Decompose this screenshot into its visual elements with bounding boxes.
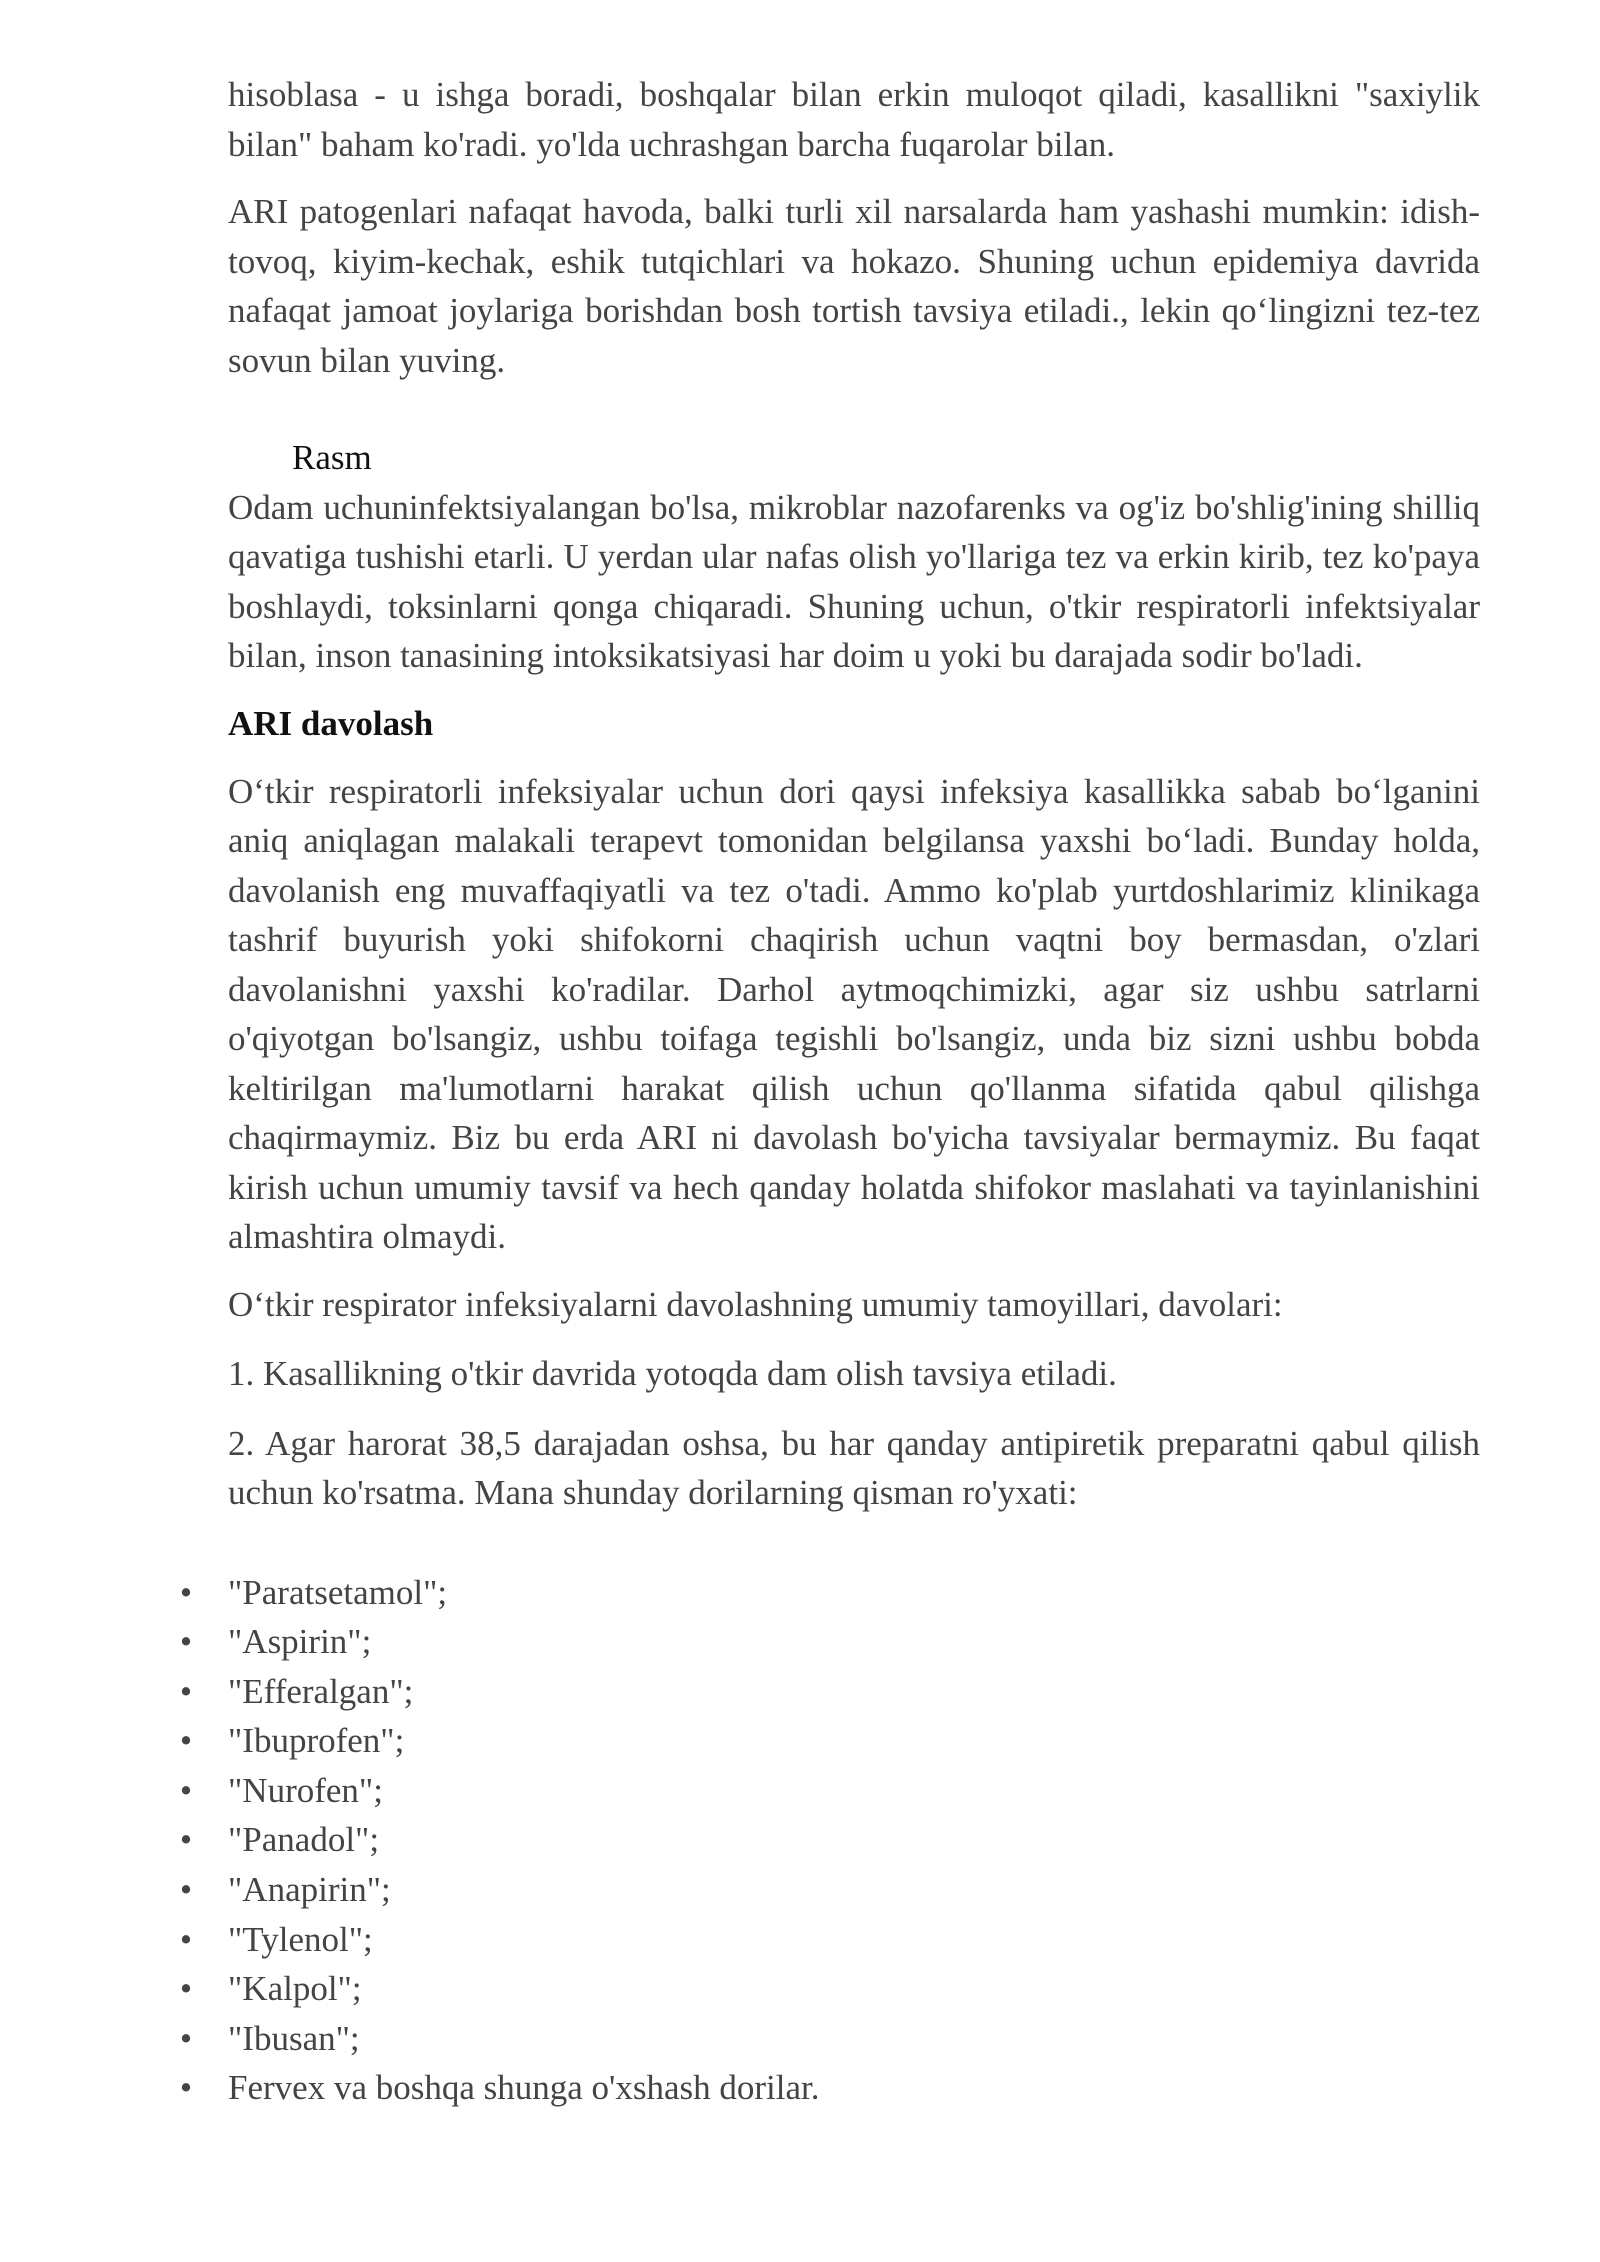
bullet-icon: •: [179, 1969, 193, 2009]
list-item: [179, 1865, 1480, 1915]
paragraph-pathogens: ARI patogenlari nafaqat havoda, balki turli xil narsalarda ham yashashi mumkin: idish-tovoq, kiyim-kechak, eshik tutqichlari va hokazo. Shuning uchun epidemiya davrida nafaqat jamoat joylariga borishdan bosh tortish tavsiya etiladi., lekin qo‘lingizni tez-tez sovun bilan yuving.: [228, 192, 1480, 380]
list-item: [179, 1815, 1480, 1865]
drug-name: "Ibusan";: [228, 2018, 360, 2058]
list-item: [179, 2014, 1480, 2064]
drug-name: Fervex va boshqa shunga o'xshash dorilar.: [228, 2068, 820, 2108]
list-item: [179, 1766, 1480, 1816]
figure-caption: Rasm: [292, 438, 372, 477]
bullet-icon: •: [179, 1671, 193, 1711]
drug-name: "Panadol";: [228, 1820, 380, 1860]
drug-name: "Efferalgan";: [228, 1671, 414, 1711]
paragraph-treatment: O‘tkir respiratorli infeksiyalar uchun dori qaysi infeksiya kasallikka sabab bo‘lganini aniq aniqlagan malakali terapevt tomonidan belgilansa yaxshi bo‘ladi. Bunday holda, davolanish eng muvaffaqiyatli va tez o'tadi. Ammo ko'plab yurtdoshlarimiz klinikaga tashrif buyurish yoki shifokorni chaqirish uchun vaqtni boy bermasdan, o'zlari davolanishni yaxshi ko'radilar. Darhol aytmoqchimizki, agar siz ushbu satrlarni o'qiyotgan bo'lsangiz, ushbu toifaga tegishli bo'lsangiz, unda biz sizni ushbu bobda keltirilgan ma'lumotlarni harakat qilish uchun qo'llanma sifatida qabul qilishga chaqirmaymiz. Biz bu erda ARI ni davolash bo'yicha tavsiyalar bermaymiz. Bu faqat kirish uchun umumiy tavsif va hech qanday holatda shifokor maslahati va tayinlanishini almashtira olmaydi.: [228, 771, 1480, 1256]
section-heading: ARI davolash: [228, 703, 434, 743]
bullet-icon: •: [179, 2018, 193, 2058]
paragraph-point-1: 1. Kasallikning o'tkir davrida yotoqda dam olish tavsiya etiladi.: [228, 1354, 1117, 1393]
list-item: [179, 1667, 1480, 1717]
list-item: [179, 1617, 1480, 1667]
drug-name: "Paratsetamol";: [228, 1572, 448, 1612]
drug-name: "Nurofen";: [228, 1770, 383, 1810]
list-item: [179, 1915, 1480, 1965]
bullet-icon: •: [179, 1572, 193, 1612]
drug-name: "Ibuprofen";: [228, 1721, 405, 1761]
bullet-icon: •: [179, 1870, 193, 1910]
bullet-icon: •: [179, 1721, 193, 1761]
drug-name: "Anapirin";: [228, 1870, 391, 1910]
list-item: [179, 1964, 1480, 2014]
bullet-icon: •: [179, 1770, 193, 1810]
document-page: [179, 70, 1480, 2113]
paragraph-point-2: 2. Agar harorat 38,5 darajadan oshsa, bu har qanday antipiretik preparatni qabul qilish uchun ko'rsatma. Mana shunday dorilarning qisman ro'yxati:: [228, 1423, 1480, 1512]
list-item: [179, 2063, 1480, 2113]
list-item: [179, 1716, 1480, 1766]
bullet-icon: •: [179, 1919, 193, 1959]
paragraph-intro: hisoblasa - u ishga boradi, boshqalar bilan erkin muloqot qiladi, kasallikni "saxiylik bilan" baham ko'radi. yo'lda uchrashgan barcha fuqarolar bilan.: [228, 75, 1480, 164]
drug-name: "Kalpol";: [228, 1969, 362, 2009]
list-item: [179, 1568, 1480, 1618]
paragraph-principles: O‘tkir respirator infeksiyalarni davolashning umumiy tamoyillari, davolari:: [228, 1284, 1283, 1324]
drug-name: "Aspirin";: [228, 1622, 372, 1662]
drug-name: "Tylenol";: [228, 1919, 373, 1959]
paragraph-infection: Odam uchuninfektsiyalangan bo'lsa, mikroblar nazofarenks va og'iz bo'shlig'ining shilliq qavatiga tushishi etarli. U yerdan ular nafas olish yo'llariga tez va erkin kirib, tez ko'paya boshlaydi, toksinlarni qonga chiqaradi. Shuning uchun, o'tkir respiratorli infektsiyalar bilan, inson tanasining intoksikatsiyasi har doim u yoki bu darajada sodir bo'ladi.: [228, 487, 1480, 675]
bullet-icon: •: [179, 1820, 193, 1860]
bullet-icon: •: [179, 2068, 193, 2108]
drug-list: [179, 1568, 1480, 2114]
bullet-icon: •: [179, 1622, 193, 1662]
